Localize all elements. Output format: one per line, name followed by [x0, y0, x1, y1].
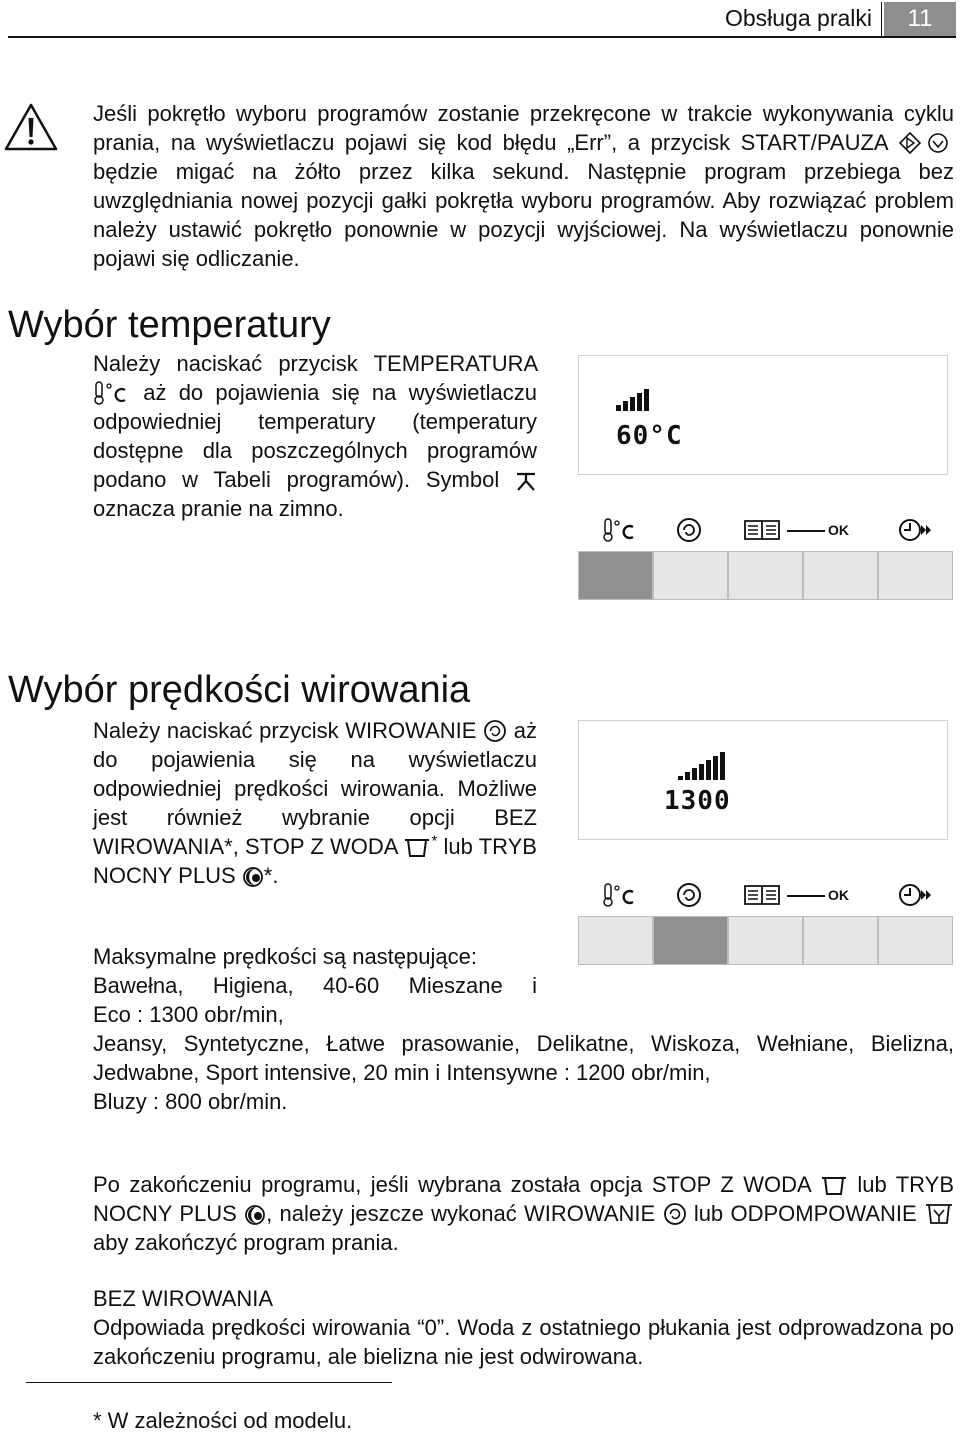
- header-rule: [8, 36, 956, 38]
- no-spin-heading: BEZ WIROWANIA: [93, 1286, 274, 1311]
- start-pause-icon: [898, 131, 954, 155]
- warning-text: Jeśli pokrętło wyboru programów zostanie przekręcone w trakcie wykonywania cyklu prania, na wyświetlaczu pojawi się kod błędu „Err”, a przycisk START/PAUZA będzie migać na żółto przez kilka sekund. Następnie program przebiega bez uwzględniania nowej pozycji gałki pokrętła wyboru programów. Aby rozwiązać problem należy ustawić pokrętło ponownie w pozycji wyjściowej. Na wyświetlaczu ponownie pojawi się odliczanie.: [93, 101, 954, 271]
- thermometer-icon: [93, 381, 131, 405]
- signal-bars-icon: [616, 389, 649, 411]
- spin-heading: Wybór prędkości wirowania: [8, 669, 471, 711]
- night-mode-icon: [244, 1204, 266, 1226]
- book-icon[interactable]: [744, 519, 782, 541]
- max-speeds-line: Jeansy, Syntetyczne, Łatwe prasowanie, Delikatne, Wiskoza, Wełniane, Bielizna, Jedwabne, Sport intensive, 20 min i Intensywne : 1200 obr/min,: [93, 1031, 954, 1085]
- panel-buttons: [578, 916, 953, 965]
- display-screen: [578, 355, 948, 475]
- panel-button[interactable]: [878, 551, 953, 600]
- cold-wash-icon: [515, 470, 537, 492]
- spin-icon: [483, 719, 507, 743]
- temperature-display-value: 60°C: [616, 421, 683, 451]
- warning-icon: [4, 102, 58, 152]
- temperature-heading: Wybór temperatury: [8, 304, 331, 346]
- spin-button-icon[interactable]: [676, 517, 702, 543]
- temperature-button-icon[interactable]: [602, 882, 638, 908]
- header-title: Obsługa pralki: [724, 5, 872, 31]
- after-program-text: Po zakończeniu programu, jeśli wybrana została opcja STOP Z WODA lub TRYB NOCNY PLUS , należy jeszcze wykonać WIROWANIE lub ODPOMPOWANIE aby zakończyć program prania.: [93, 1172, 954, 1255]
- spin-control-panel: [578, 720, 948, 965]
- max-speeds-line: Eco : 1300 obr/min,: [93, 1002, 284, 1027]
- page-number: 11: [884, 2, 956, 36]
- spin-button-icon[interactable]: [676, 882, 702, 908]
- time-delay-icon[interactable]: [898, 882, 932, 908]
- display-screen: [578, 720, 948, 840]
- max-speeds-intro: [93, 942, 537, 1029]
- spin-icon: [663, 1202, 687, 1226]
- ok-line: [787, 530, 825, 532]
- drain-icon: [924, 1202, 954, 1226]
- panel-button[interactable]: [878, 916, 953, 965]
- time-delay-icon[interactable]: [898, 517, 932, 543]
- footnote-rule: [26, 1382, 392, 1383]
- max-speeds-line: Bawełna, Higiena, 40-60 Mieszane i: [93, 973, 537, 998]
- night-mode-icon: [242, 866, 264, 888]
- temperature-button-icon[interactable]: [602, 517, 638, 543]
- ok-label: OK: [828, 522, 849, 538]
- page-header: [0, 0, 960, 40]
- panel-buttons: [578, 551, 953, 600]
- book-icon[interactable]: [744, 884, 782, 906]
- temperature-text: Należy naciskać przycisk TEMPERATURA aż do pojawienia się na wyświetlaczu odpowiedniej temperatury (temperatury dostępne dla poszczególnych programów podano w Tabeli programów). Symbol oznacza pranie na zimno.: [93, 351, 537, 521]
- signal-bars-icon: [678, 752, 725, 780]
- max-speeds-line: Bluzy : 800 obr/min.: [93, 1089, 288, 1114]
- ok-line: [787, 895, 825, 897]
- rinse-hold-icon: [403, 837, 431, 859]
- panel-button[interactable]: [728, 551, 803, 600]
- spin-text: Należy naciskać przycisk WIROWANIE aż do pojawienia się na wyświetlaczu odpowiedniej prędkości wirowania. Możliwe jest również wybranie opcji BEZ WIROWANIA*, STOP Z WODA * lub TRYB NOCNY PLUS *.: [93, 718, 537, 888]
- temperature-control-panel: [578, 355, 948, 600]
- header-divider: [881, 2, 882, 36]
- panel-button[interactable]: [803, 551, 878, 600]
- panel-button[interactable]: [653, 551, 728, 600]
- panel-button[interactable]: [653, 916, 728, 965]
- max-speeds-list: [93, 1029, 954, 1116]
- panel-button[interactable]: [728, 916, 803, 965]
- ok-label: OK: [828, 887, 849, 903]
- panel-button[interactable]: [578, 916, 653, 965]
- spin-display-value: 1300: [664, 786, 731, 816]
- panel-button[interactable]: [578, 551, 653, 600]
- panel-button[interactable]: [803, 916, 878, 965]
- max-speeds-line: Maksymalne prędkości są następujące:: [93, 944, 477, 969]
- no-spin-text: Odpowiada prędkości wirowania “0”. Woda z ostatniego płukania jest odprowadzona po zakończeniu programu, ale bielizna nie jest odwirowana.: [93, 1315, 954, 1369]
- rinse-hold-icon: [820, 1175, 848, 1197]
- footnote: * W zależności od modelu.: [93, 1408, 353, 1433]
